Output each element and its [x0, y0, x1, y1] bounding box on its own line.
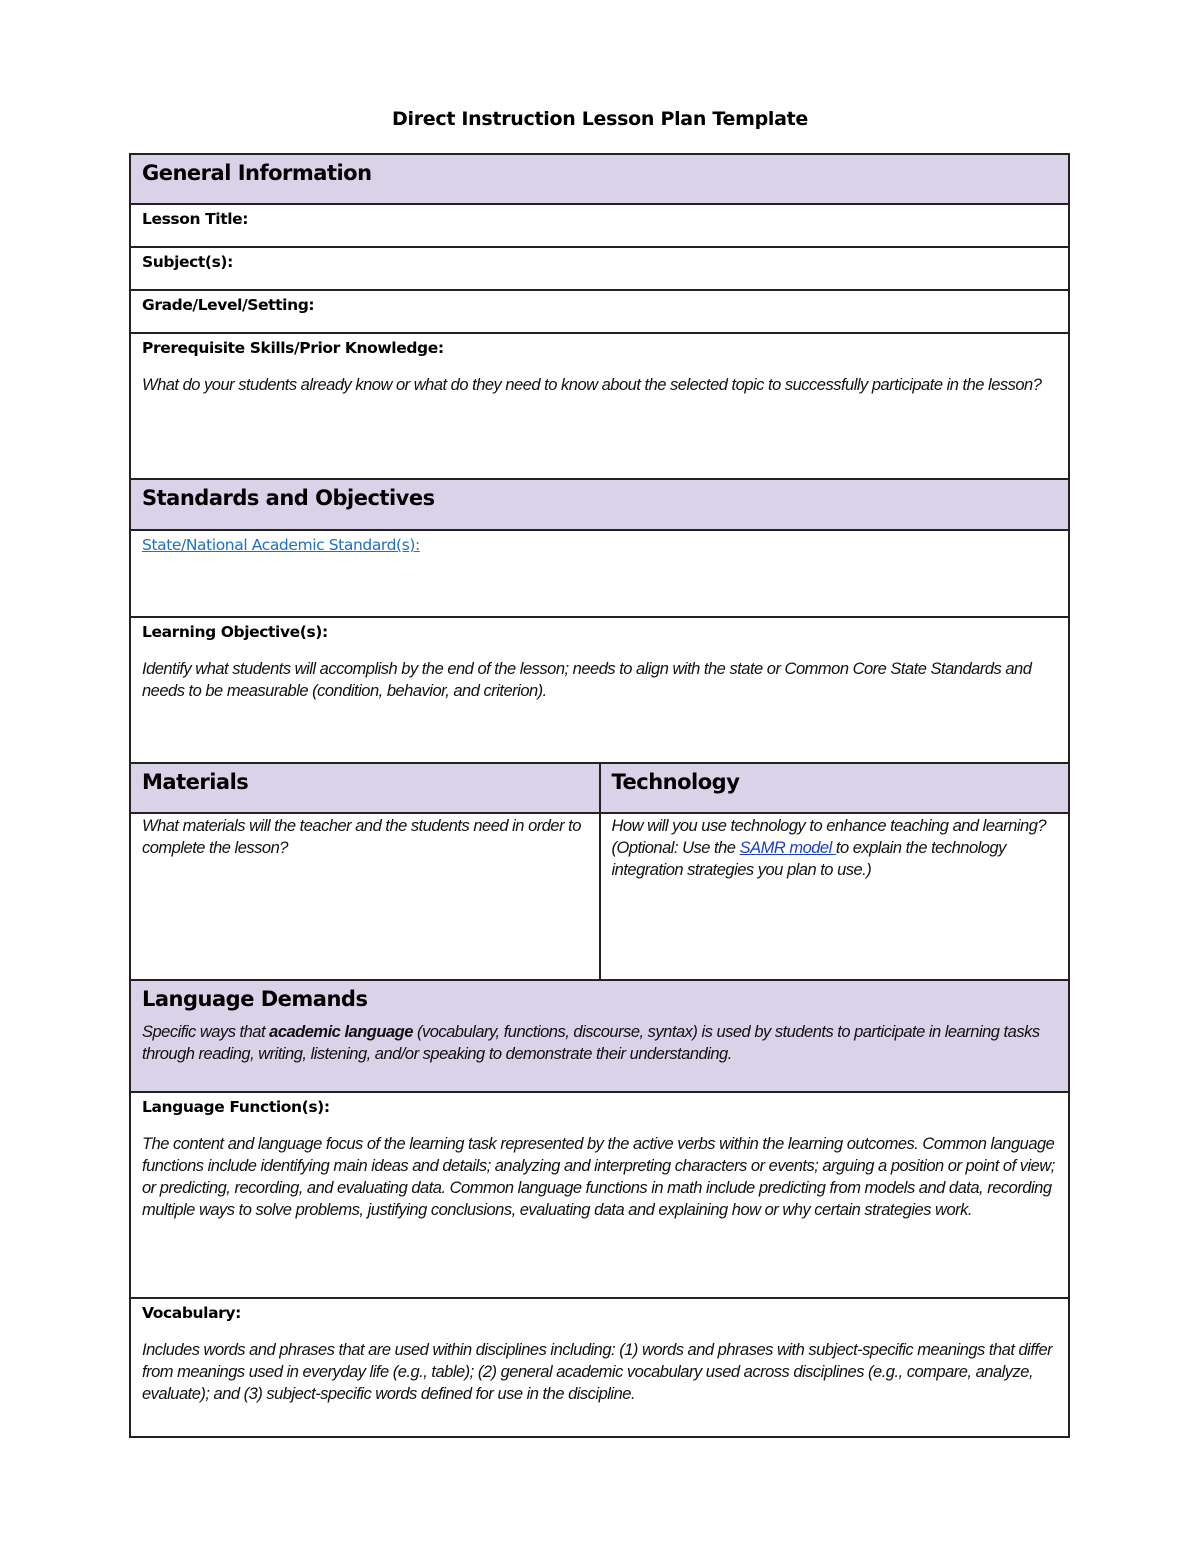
vocabulary-hint: Includes words and phrases that are used within disciplines including: (1) words and phrases with subject-specific meanings that differ from meanings used in everyday life (e.g., table); (2) general academic vocabulary used across disciplines (e.g., compare, analyze, evaluate); and (3) subject-specific words defined for use in the discipline. — [142, 1341, 1053, 1403]
grade-level-setting-field[interactable] — [130, 290, 1069, 333]
document-title: Direct Instruction Lesson Plan Template — [392, 108, 808, 130]
technology-header — [600, 763, 1070, 813]
materials-field[interactable] — [130, 813, 600, 980]
prerequisite-skills-label: Prerequisite Skills/Prior Knowledge: — [142, 339, 444, 357]
learning-objectives-hint: Identify what students will accomplish by the end of the lesson; needs to align with the state or Common Core State Standards and needs to be measurable (condition, behavior, and criterion). — [142, 660, 1032, 700]
vocabulary-field[interactable] — [130, 1298, 1069, 1437]
language-demands-description — [142, 1021, 1057, 1065]
standards-objectives-header — [130, 479, 1069, 530]
language-functions-field[interactable] — [130, 1092, 1069, 1298]
desc-text-end: (vocabulary, functions, discourse, syntax) is used by students to participate in learning tasks through reading, writing, listening, and/or speaking to demonstrate their understanding. — [142, 1023, 1040, 1063]
language-functions-hint: The content and language focus of the learning task represented by the active verbs within the learning outcomes. Common language functions include identifying main ideas and details; analyzing and interpreting characters or events; arguing a position or point of view; or predicting, recording, and evaluating data. Common language functions in math include predicting from models and data, recording multiple ways to solve problems, justifying conclusions, evaluating data and explaining how or why certain strategies work. — [142, 1135, 1055, 1219]
materials-header — [130, 763, 600, 813]
general-information-header — [130, 154, 1069, 204]
prerequisite-skills-field[interactable] — [130, 333, 1069, 479]
academic-standards-field[interactable] — [130, 530, 1069, 617]
subjects-field[interactable] — [130, 247, 1069, 290]
desc-text: Specific ways that — [142, 1023, 270, 1041]
vocabulary-label: Vocabulary: — [142, 1304, 241, 1322]
materials-title: Materials — [142, 770, 249, 794]
technology-hint-text-end: to explain the technology integration strategies you plan to use.) — [611, 839, 1006, 879]
lesson-title-field[interactable] — [130, 204, 1069, 247]
samr-model-link[interactable]: SAMR model — [739, 839, 836, 857]
materials-hint: What materials will the teacher and the students need in order to complete the lesson? — [142, 817, 581, 857]
prerequisite-skills-hint: What do your students already know or what do they need to know about the selected topic to successfully participate in the lesson? — [142, 376, 1042, 394]
language-demands-title: Language Demands — [142, 987, 368, 1011]
technology-hint — [612, 815, 1058, 881]
lesson-title-label: Lesson Title: — [142, 210, 249, 228]
learning-objectives-label: Learning Objective(s): — [142, 623, 328, 641]
technology-hint-text: How will you use technology to enhance teaching and learning? (Optional: Use the — [611, 817, 1047, 857]
technology-title: Technology — [611, 770, 740, 794]
academic-language-term: academic language — [269, 1023, 413, 1041]
grade-level-setting-label: Grade/Level/Setting: — [142, 296, 315, 314]
language-functions-label: Language Function(s): — [142, 1098, 330, 1116]
academic-standards-link[interactable]: State/National Academic Standard(s): — [142, 536, 420, 554]
language-demands-header — [130, 980, 1069, 1092]
learning-objectives-field[interactable] — [130, 617, 1069, 763]
lesson-plan-table — [129, 153, 1070, 1438]
technology-field[interactable] — [600, 813, 1070, 980]
standards-objectives-title: Standards and Objectives — [142, 486, 435, 510]
subjects-label: Subject(s): — [142, 253, 233, 271]
general-information-title: General Information — [142, 161, 372, 185]
